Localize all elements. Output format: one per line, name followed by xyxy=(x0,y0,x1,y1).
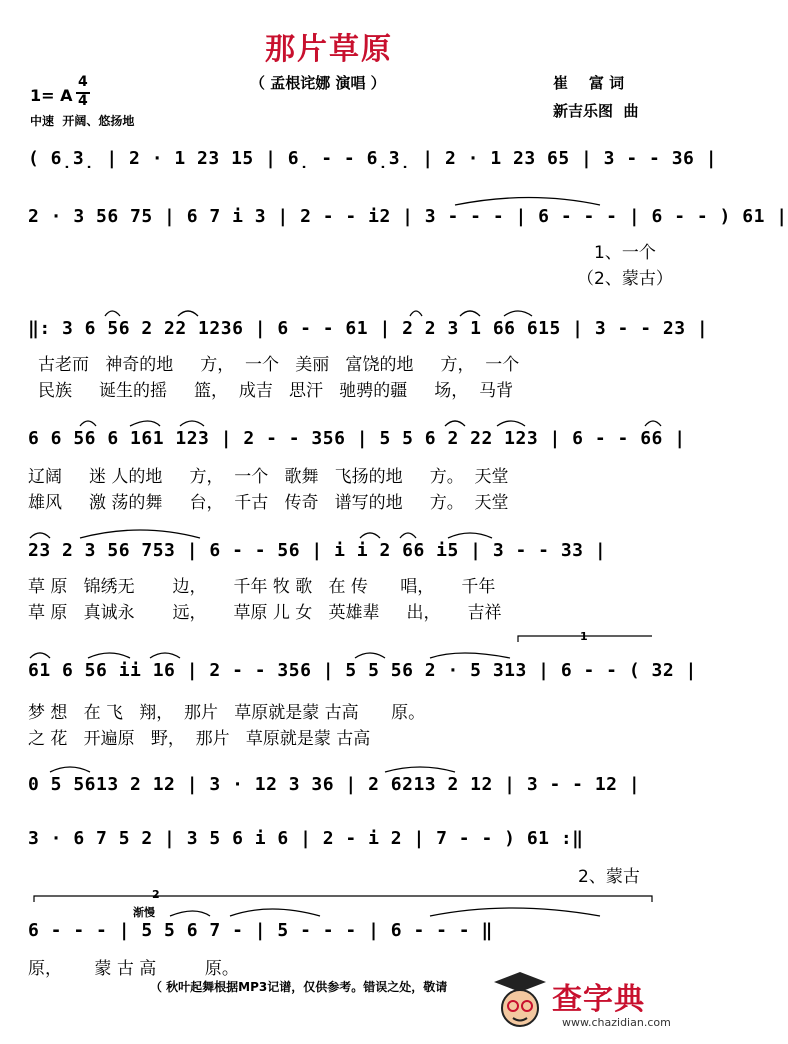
score-line-6: 61 6 56 ii 16 | 2 - - 356 | 5 5 56 2 · 5 313 | 6 - - ( 32 | xyxy=(28,660,697,681)
watermark-url: www.chazidian.com xyxy=(562,1016,671,1029)
score-line-2: 2 · 3 56 75 | 6 7 i 3 | 2 - - i2 | 3 - - - | 6 - - - | 6 - - ) 61 | xyxy=(28,206,788,227)
score-line-1: ( 6̣3̣ | 2 · 1 23 15 | 6̣ - - 6̣3̣ | 2 · 1 23 65 | 3 - - 36 | xyxy=(28,148,718,169)
watermark-text: 查字典 xyxy=(552,982,645,1017)
lyric-line-6a: 梦 想 在 飞 翔， 那片 草原就是蒙 古高 原。 xyxy=(28,703,426,723)
lyric-line-4a: 辽阔 迷 人的地 方， 一个 歌舞 飞扬的地 方。 天堂 xyxy=(28,467,509,487)
lyric-line-4b: 雄风 激 荡的舞 台， 千古 传奇 谱写的地 方。 天堂 xyxy=(28,493,509,513)
key-signature: 1= A xyxy=(30,86,73,105)
footnote: （ 秋叶起舞根据MP3记谱，仅供参考。错误之处，敬请 xyxy=(150,980,448,994)
score-line-7: 0 5 5613 2 12 | 3 · 12 3 36 | 2 6213 2 12 | 3 - - 12 | xyxy=(28,774,641,795)
volta-2-bracket xyxy=(34,896,652,902)
song-title: 那片草原 xyxy=(265,32,393,67)
lyric-line-5b: 草 原 真诚永 远， 草原 儿 女 英雄辈 出， 吉祥 xyxy=(28,603,502,623)
lyric-line-3b: 民族 诞生的摇 篮， 成吉 思汗 驰骋的疆 场， 马背 xyxy=(38,381,514,401)
tempo-marking: 中速 开阔、悠扬地 xyxy=(30,114,135,128)
composer: 新吉乐图 曲 xyxy=(553,102,639,120)
volta-1-label: 1 xyxy=(580,630,588,643)
performer: （ 孟根诧娜 演唱 ） xyxy=(250,74,386,92)
slur-line2 xyxy=(455,198,600,206)
meter-top: 4 xyxy=(78,74,88,90)
ritardando-mark: 渐慢 xyxy=(133,906,155,919)
lyric-line-5a: 草 原 锦绣无 边， 千年 牧 歌 在 传 唱， 千年 xyxy=(28,577,496,597)
volta-2-label: 2 xyxy=(152,888,160,901)
lyric-line-6b: 之 花 开遍原 野， 那片 草原就是蒙 古高 xyxy=(28,729,371,749)
volta-1-bracket xyxy=(518,636,652,642)
mascot-icon xyxy=(490,970,550,1034)
watermark xyxy=(490,968,690,1038)
lyric-line-8: 2、蒙古 xyxy=(578,867,640,887)
lyric-line-2b: （2、蒙古） xyxy=(577,269,673,289)
score-line-8: 3 · 6 7 5 2 | 3 5 6 i 6 | 2 - i 2 | 7 - - ) 61 :‖ xyxy=(28,828,584,849)
lyric-line-2a: 1、一个 xyxy=(594,243,656,263)
score-line-9: 6 - - - | 5 5 6 7 - | 5 - - - | 6 - - - ‖ xyxy=(28,920,493,941)
score-line-5: 23 2 3 56 753 | 6 - - 56 | i i 2 66 i5 | 3 - - 33 | xyxy=(28,540,607,561)
score-line-3: ‖: 3 6 56 2 22 1236 | 6 - - 61 | 2 2 3 1 66 615 | 3 - - 23 | xyxy=(28,318,709,339)
lyric-line-3a: 古老而 神奇的地 方， 一个 美丽 富饶的地 方， 一个 xyxy=(38,355,520,375)
meter-bottom: 4 xyxy=(78,93,88,109)
lyric-line-9: 原， 蒙 古 高 原。 xyxy=(28,959,239,979)
lyricist: 崔 富 词 xyxy=(553,74,625,92)
score-line-4: 6 6 56 6 161 123 | 2 - - 356 | 5 5 6 2 22 123 | 6 - - 66 | xyxy=(28,428,686,449)
